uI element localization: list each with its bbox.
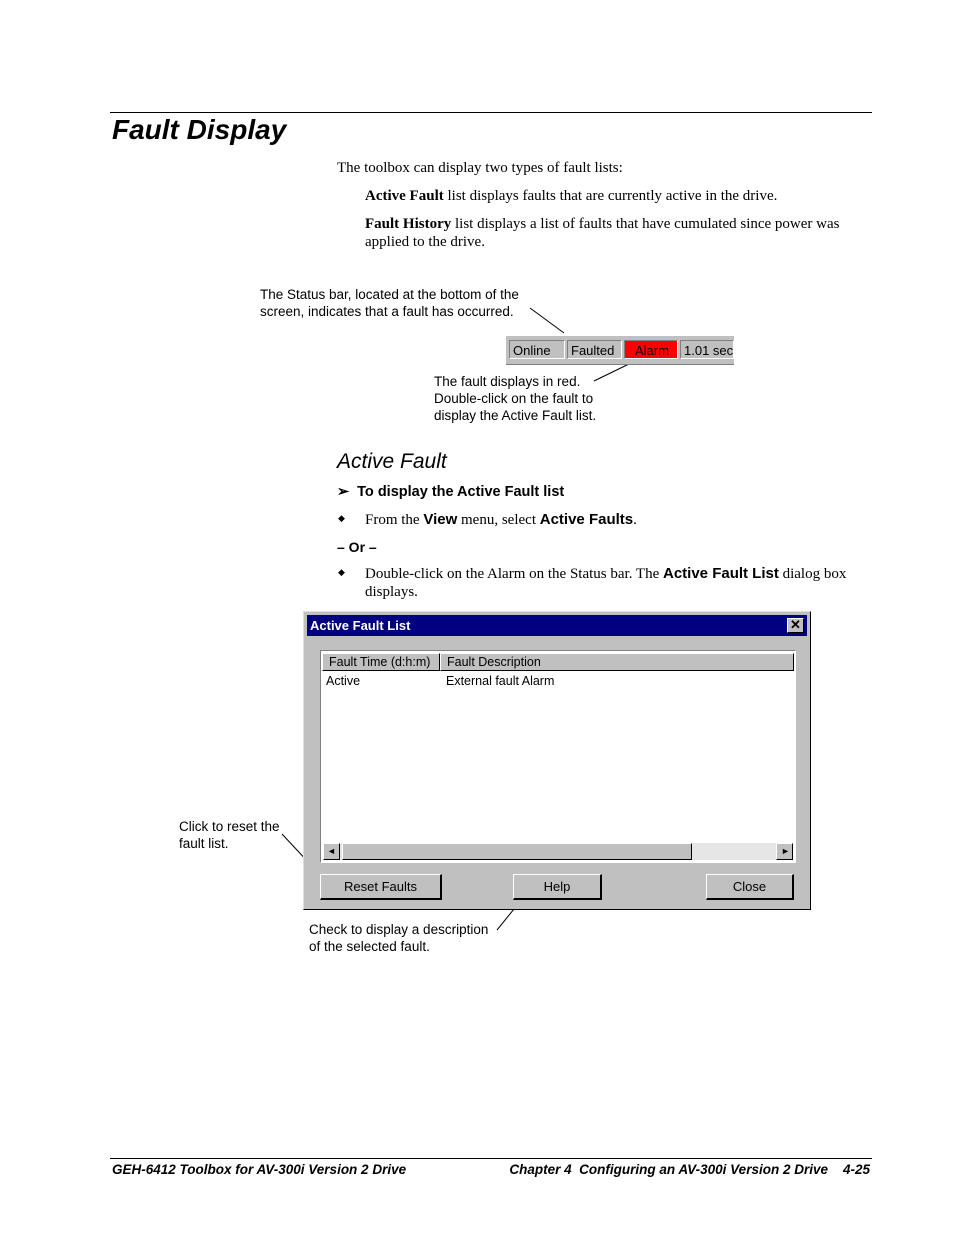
help-button[interactable]: Help [513,874,602,900]
reset-faults-button[interactable]: Reset Faults [320,874,442,900]
column-header-description[interactable]: Fault Description [440,653,794,671]
fault-row-description[interactable]: External fault Alarm [446,674,555,688]
scroll-thumb[interactable] [342,843,692,860]
section-heading: Active Fault [337,450,447,473]
scroll-left-icon[interactable] [323,843,340,860]
help-callout [309,921,488,955]
horizontal-scrollbar[interactable] [323,843,793,860]
status-time: 1.01 sec [680,340,734,359]
bullet-icon: ◆ [338,513,345,523]
status-faulted: Faulted [567,340,622,359]
status-bar-leader [530,308,564,333]
step-text: Double-click on the Alarm on the Status bar. The [365,566,663,582]
callout-line: The fault displays in red. [434,374,581,389]
fault-red-callout [434,373,596,424]
footer-left: GEH-6412 Toolbox for AV-300i Version 2 Drive [112,1162,407,1177]
active-fault-dialog [303,611,811,910]
step-text: displays. [365,584,418,600]
fault-list[interactable] [320,650,796,863]
step-1 [365,511,637,529]
procedure-title: To display the Active Fault list [357,484,565,500]
callout-line: fault list. [179,836,229,851]
close-icon[interactable]: ✕ [787,618,804,633]
scroll-right-glyph: ► [781,846,790,856]
reset-callout [179,818,280,852]
step-text: . [633,512,637,528]
step-text: menu, select [457,512,540,528]
callout-line: Click to reset the [179,819,280,834]
intro-text: The toolbox can display two types of fault lists: [337,160,623,176]
menu-view: View [423,511,458,528]
callout-line: The Status bar, located at the bottom of the [260,287,519,302]
step-text: dialog box [778,566,847,582]
status-bar [506,335,734,365]
procedure-heading [337,484,564,500]
callout-line: screen, indicates that a fault has occurred. [260,304,514,319]
step-text: From the [365,512,424,528]
close-button[interactable]: Close [706,874,794,900]
callout-line: of the selected fault. [309,939,430,954]
active-fault-text: list displays faults that are currently active in the drive. [443,188,778,204]
dialog-title: Active Fault List [310,618,411,633]
footer-rule [110,1158,872,1159]
dialog-name: Active Fault List [663,565,779,582]
callout-line: Check to display a description [309,922,489,937]
arrow-icon: ➢ [337,484,350,500]
fault-history-term: Fault History [365,216,452,232]
menu-active-faults: Active Faults [539,511,634,528]
column-header-time[interactable]: Fault Time (d:h:m) [322,653,440,671]
alarm-leader [594,363,631,381]
dialog-titlebar [307,615,807,636]
footer-right: Chapter 4 Configuring an AV-300i Version 2 Drive 4-25 [509,1162,870,1177]
fault-row-time[interactable]: Active [326,674,361,688]
bullet-icon: ◆ [338,567,345,577]
fault-history-text: list displays a list of faults that have cumulated since power was [451,216,840,232]
or-separator: – Or – [337,539,377,555]
status-alarm[interactable]: Alarm [624,340,678,359]
fault-history-text-cont: applied to the drive. [365,234,485,250]
status-online: Online [509,340,565,359]
scroll-right-icon[interactable] [776,843,793,860]
page-title: Fault Display [112,114,287,145]
callout-line: Double-click on the fault to [434,391,594,406]
active-fault-term: Active Fault [365,188,444,204]
step-2 [365,565,875,601]
scroll-left-glyph: ◄ [327,846,336,856]
callout-line: display the Active Fault list. [434,408,597,423]
